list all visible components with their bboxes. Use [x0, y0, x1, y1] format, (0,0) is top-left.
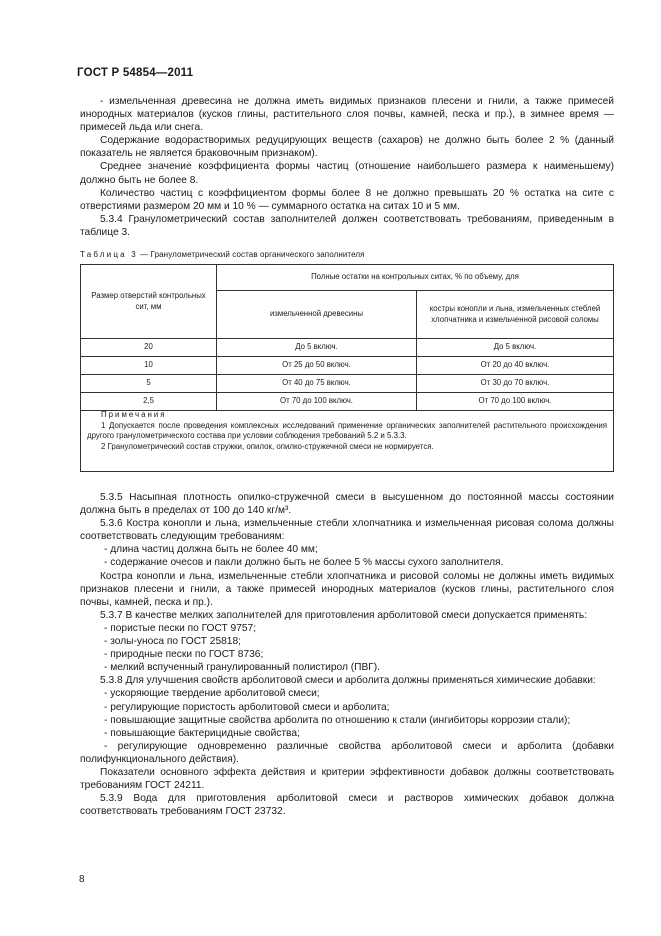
table-notes [80, 406, 614, 472]
list-item: - повышающие защитные свойства арболита по отношению к стали (ингибиторы коррозии стали); [104, 714, 571, 726]
table-cell: От 30 до 70 включ. [417, 375, 614, 393]
table-header-wood: измельченной древесины [217, 291, 417, 339]
list-item: - повышающие бактерицидные свойства; [104, 727, 300, 739]
top-text-block [80, 95, 614, 239]
granulometric-table [80, 264, 614, 411]
paragraph: 5.3.7 В качестве мелких заполнителей для приготовления арболитовой смеси допускается применять: [100, 609, 588, 621]
document-header: ГОСТ Р 54854—2011 [77, 67, 194, 79]
list-item: - природные пески по ГОСТ 8736; [104, 649, 264, 661]
table-header-group: Полные остатки на контрольных ситах, % по объему, для [217, 265, 614, 291]
list-item: - регулирующие пористость арболитовой смеси и арболита; [104, 701, 390, 713]
table-row [81, 375, 614, 393]
paragraph: Количество частиц с коэффициентом формы более 8 не должно превышать 20 % остатка на сите с отверстиями размером 20 мм и 10 % — суммарного остатка на ситах 10 и 5 мм. [80, 187, 614, 212]
paragraph: Среднее значение коэффициента формы частиц (отношение наибольшего размера к наименьшему) должно быть не более 8. [80, 161, 614, 186]
paragraph: 5.3.8 Для улучшения свойств арболитовой смеси и арболита должны применяться химические добавки: [100, 675, 596, 687]
table-caption-label: Таблица 3 [80, 250, 138, 259]
table-cell: От 25 до 50 включ. [217, 357, 417, 375]
bottom-text-block [80, 491, 614, 818]
table-cell: От 40 до 75 включ. [217, 375, 417, 393]
paragraph: 5.3.9 Вода для приготовления арболитовой смеси и растворов химических добавок должна соответствовать требованиям ГОСТ 23732. [80, 793, 614, 818]
paragraph: Содержание водорастворимых редуцирующих веществ (сахаров) не должно быть более 2 % (данный показатель не является браковочным признаком). [80, 135, 614, 160]
note-item: 2 Гранулометрический состав стружки, опилок, опилко-стружечной смеси не нормируется. [101, 441, 434, 451]
page-number: 8 [79, 874, 85, 885]
list-item: - длина частиц должна быть не более 40 мм; [104, 544, 318, 556]
note-item: 1 Допускается после проведения комплексных исследований применение органических заполнителей растительного происхождения другого гранулометрического состава при условии соблюдения требований 5.2 и 5.3.3. [87, 420, 607, 441]
table-caption [80, 250, 365, 259]
list-item: - ускоряющие твердение арболитовой смеси; [104, 688, 320, 700]
list-item: - мелкий вспученный гранулированный полистирол (ПВГ). [104, 662, 380, 674]
paragraph: 5.3.6 Костра конопли и льна, измельченные стебли хлопчатника и измельченная рисовая солома должны соответствовать следующим требованиям: [80, 518, 614, 543]
paragraph: Костра конопли и льна, измельченные стебли хлопчатника и рисовой соломы не должны иметь видимых признаков плесени и гнили, а также примесей инородных материалов (кусков глины, растительного слоя почвы, камней, песка и пр.). [80, 570, 614, 608]
table-row [81, 357, 614, 375]
paragraph: Показатели основного эффекта действия и критерии эффективности добавок должны соответствовать требованиям ГОСТ 24211. [80, 766, 614, 792]
table-header-straw: костры конопли и льна, измельченных стеблей хлопчатника и измельченной рисовой соломы [417, 291, 614, 339]
table-cell: 2,5 [81, 393, 217, 411]
table-cell: 10 [81, 357, 217, 375]
table-cell: От 70 до 100 включ. [417, 393, 614, 411]
table-header-row [81, 265, 614, 291]
table-cell: От 70 до 100 включ. [217, 393, 417, 411]
table-cell: 5 [81, 375, 217, 393]
table-cell: До 5 включ. [217, 339, 417, 357]
list-item: - регулирующие одновременно различные свойства арболитовой смеси и арболита (добавки полифункционального действия). [80, 740, 614, 765]
table-row [81, 339, 614, 357]
list-item: - пористые пески по ГОСТ 9757; [104, 622, 257, 634]
table-cell: 20 [81, 339, 217, 357]
paragraph: - измельченная древесина не должна иметь видимых признаков плесени и гнили, а также примесей инородных материалов (кусков глины, растительного слоя почвы, камней, песка и пр.), в зимнее время — примесей льда или снега. [80, 96, 614, 134]
list-item: - содержание очесов и пакли должно быть не более 5 % массы сухого заполнителя. [104, 557, 504, 569]
paragraph: 5.3.4 Гранулометрический состав заполнителей должен соответствовать требованиям, приведенным в таблице 3. [80, 213, 614, 238]
table-cell: От 20 до 40 включ. [417, 357, 614, 375]
list-item: - золы-уноса по ГОСТ 25818; [104, 636, 241, 648]
table-header-sieve-size: Размер отверстий контрольных сит, мм [81, 265, 217, 339]
notes-title: Примечания [101, 410, 167, 419]
paragraph: 5.3.5 Насыпная плотность опилко-стружечной смеси в высушенном до постоянной массы состоянии должна быть в пределах от 100 до 140 кг/м³. [80, 492, 614, 517]
table-cell: До 5 включ. [417, 339, 614, 357]
table-caption-title: — Гранулометрический состав органического заполнителя [137, 250, 365, 259]
